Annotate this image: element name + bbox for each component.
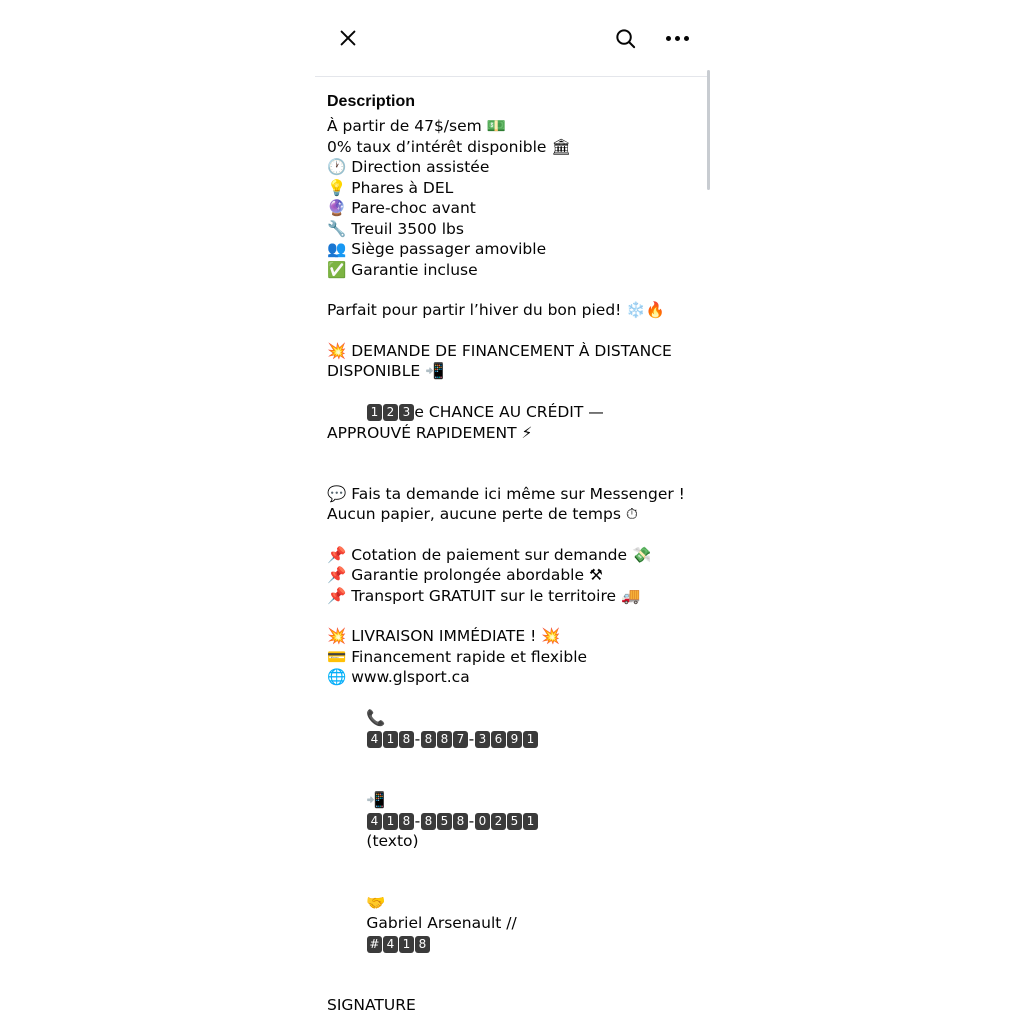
telephone-icon: 📞 bbox=[366, 709, 385, 727]
description-line: SIGNATURE bbox=[327, 995, 692, 1015]
phone-line-primary[interactable] bbox=[327, 688, 692, 770]
post-viewport bbox=[315, 0, 708, 768]
description-line: 👥 Siège passager amovible bbox=[327, 239, 692, 260]
keycap: 5 bbox=[437, 813, 452, 830]
credit-line-text: e CHANCE AU CRÉDIT — APPROUVÉ RAPIDEMENT ⚡ bbox=[327, 403, 609, 442]
keycap: 8 bbox=[453, 813, 468, 830]
close-icon[interactable] bbox=[329, 19, 367, 57]
keycap: 1 bbox=[523, 813, 538, 830]
keycap: 8 bbox=[437, 731, 452, 748]
spacer bbox=[327, 975, 692, 995]
digit-separator: - bbox=[414, 729, 420, 750]
scrollbar[interactable] bbox=[707, 70, 710, 190]
digit-separator: - bbox=[468, 729, 474, 750]
description-line: 💳 Financement rapide et flexible bbox=[327, 647, 692, 668]
description-line: 💬 Fais ta demande ici même sur Messenger ! bbox=[327, 484, 692, 505]
phone-digits bbox=[366, 812, 538, 830]
description-line: 💥 DEMANDE DE FINANCEMENT À DISTANCE DISPONIBLE 📲 bbox=[327, 341, 692, 382]
keycap: 5 bbox=[507, 813, 522, 830]
description-line: 📌 Garantie prolongée abordable ⚒ bbox=[327, 565, 692, 586]
more-options-dots bbox=[666, 36, 689, 41]
keycap: 4 bbox=[383, 936, 398, 953]
spacer bbox=[327, 280, 692, 300]
description-line: Parfait pour partir l’hiver du bon pied! ❄️🔥 bbox=[327, 300, 692, 321]
description-line: 💡 Phares à DEL bbox=[327, 178, 692, 199]
description-line: ✅ Garantie incluse bbox=[327, 260, 692, 281]
keycap: 8 bbox=[415, 936, 430, 953]
keycap: 9 bbox=[507, 731, 522, 748]
digit-separator: - bbox=[414, 811, 420, 832]
description-line: 🔧 Treuil 3500 lbs bbox=[327, 219, 692, 240]
keycap: 8 bbox=[421, 731, 436, 748]
signature-text: Gabriel Arsenault // bbox=[366, 914, 516, 932]
signature-keycaps bbox=[366, 935, 430, 953]
handshake-icon: 🤝 bbox=[366, 894, 385, 912]
keycap: 6 bbox=[491, 731, 506, 748]
page-title: Description bbox=[327, 91, 692, 113]
description-content bbox=[315, 77, 708, 1015]
website-line[interactable]: 🌐 www.glsport.ca bbox=[327, 667, 692, 688]
spacer bbox=[327, 321, 692, 341]
keycap: 8 bbox=[399, 813, 414, 830]
description-line: 0% taux d’intérêt disponible 🏛 bbox=[327, 137, 692, 158]
description-credit-line bbox=[327, 382, 692, 464]
spacer bbox=[327, 464, 692, 484]
keycap: 1 bbox=[399, 936, 414, 953]
description-line: À partir de 47$/sem 💵 bbox=[327, 116, 692, 137]
signature-line bbox=[327, 872, 692, 975]
more-options-icon[interactable] bbox=[658, 19, 696, 57]
keycap: 1 bbox=[367, 404, 382, 421]
keycap: 1 bbox=[383, 731, 398, 748]
top-bar-actions bbox=[606, 19, 696, 57]
keycap: 2 bbox=[491, 813, 506, 830]
keycap: 4 bbox=[367, 731, 382, 748]
keycap: 3 bbox=[399, 404, 414, 421]
keycap: 2 bbox=[383, 404, 398, 421]
top-bar bbox=[315, 0, 708, 77]
keycap: 1 bbox=[383, 813, 398, 830]
keycap: 0 bbox=[475, 813, 490, 830]
description-line: 🔮 Pare-choc avant bbox=[327, 198, 692, 219]
keycap: 3 bbox=[475, 731, 490, 748]
spacer bbox=[327, 525, 692, 545]
keycap: 8 bbox=[399, 731, 414, 748]
phone-digits bbox=[366, 730, 538, 748]
description-line: Aucun papier, aucune perte de temps ⏱ bbox=[327, 504, 692, 525]
keycap: 4 bbox=[367, 813, 382, 830]
description-line: 📌 Transport GRATUIT sur le territoire 🚚 bbox=[327, 586, 692, 607]
mobile-phone-icon: 📲 bbox=[366, 791, 385, 809]
search-icon[interactable] bbox=[606, 19, 644, 57]
keycap: 8 bbox=[421, 813, 436, 830]
phone-line-sms[interactable] bbox=[327, 770, 692, 873]
keycap: 7 bbox=[453, 731, 468, 748]
description-line: 🕐 Direction assistée bbox=[327, 157, 692, 178]
keycap: 1 bbox=[523, 731, 538, 748]
spacer bbox=[327, 606, 692, 626]
description-line: 📌 Cotation de paiement sur demande 💸 bbox=[327, 545, 692, 566]
phone-note: (texto) bbox=[366, 832, 418, 850]
keycap: # bbox=[367, 936, 382, 953]
description-line: 💥 LIVRAISON IMMÉDIATE ! 💥 bbox=[327, 626, 692, 647]
digit-separator: - bbox=[468, 811, 474, 832]
